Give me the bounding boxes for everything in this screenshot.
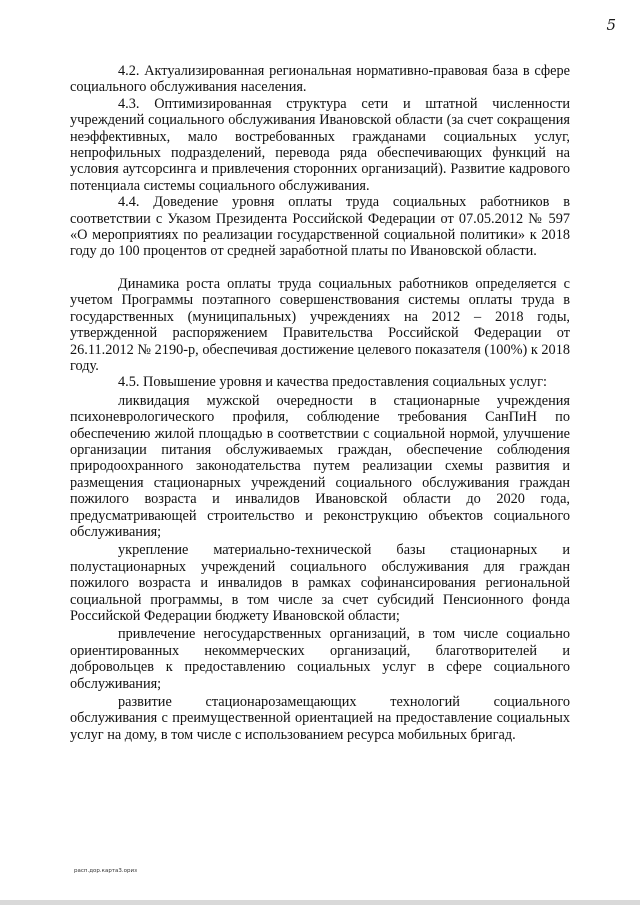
paragraph-4-4: 4.4. Доведение уровня оплаты труда социальных работников в соответствии с Указом Президента Российской Федерации от 07.05.2012 № 597 «О мероприятиях по реализации государственной социальной политики» к 2018 году до 100 процентов от средней заработной платы по Ивановской области. (70, 194, 570, 260)
paragraph-4-2: 4.2. Актуализированная региональная нормативно-правовая база в сфере социального обслуживания населения. (70, 63, 570, 96)
paragraph-4-3: 4.3. Оптимизированная структура сети и штатной численности учреждений социального обслуживания Ивановской области (за счет сокращения неэффективных, мало востребованных гражданами социальных услуг, непрофильных подразделений, перевода ряда обеспечивающих функций на условия аутсорсинга и привлечения сторонних организаций). Развитие кадрового потенциала системы социального обслуживания. (70, 95, 570, 194)
page-number: 5 (606, 16, 616, 34)
footer-file-label: расп.дор.карта3.ориз (74, 868, 137, 874)
document-body (70, 63, 570, 743)
scan-bottom-edge (0, 900, 640, 905)
list-item-queue-elimination: ликвидация мужской очередности в стационарные учреждения психоневрологического профиля, соблюдение требования СанПиН по обеспечению жилой площадью в соответствии с социальной нормой, улучшение организации питания обслуживаемых граждан, обеспечение соблюдения природоохранного законодательства путем реализации схемы развития и размещения стационарных учреждений социального обслуживания граждан пожилого возраста и инвалидов Ивановской области до 2020 года, предусматривающей строительство и реконструкцию объектов социального обслуживания; (70, 392, 570, 540)
list-item-home-services: развитие стационарозамещающих технологий социального обслуживания с преимущественной ориентацией на предоставление социальных услуг на дому, в том числе с использованием ресурса мобильных бригад. (70, 694, 570, 743)
paragraph-4-5: 4.5. Повышение уровня и качества предоставления социальных услуг: (118, 374, 547, 391)
paragraph-salary-dynamics: Динамика роста оплаты труда социальных работников определяется с учетом Программы поэтапного совершенствования системы оплаты труда в государственных (муниципальных) учреждениях на 2012 – 2018 годы, утвержденной распоряжением Правительства Российской Федерации от 26.11.2012 № 2190-р, обеспечивая достижение целевого показателя (100%) к 2018 году. (70, 275, 570, 374)
list-item-ngo-involvement: привлечение негосударственных организаций, в том числе социально ориентированных некоммерческих организаций, благотворителей и добровольцев к предоставлению социальных услуг в сфере социального обслуживания; (70, 626, 570, 692)
list-item-material-base: укрепление материально-технической базы стационарных и полустационарных учреждений социального обслуживания для граждан пожилого возраста и инвалидов в рамках софинансирования региональной социальной программы, в том числе за счет субсидий Пенсионного фонда Российской Федерации бюджету Ивановской области; (70, 542, 570, 624)
